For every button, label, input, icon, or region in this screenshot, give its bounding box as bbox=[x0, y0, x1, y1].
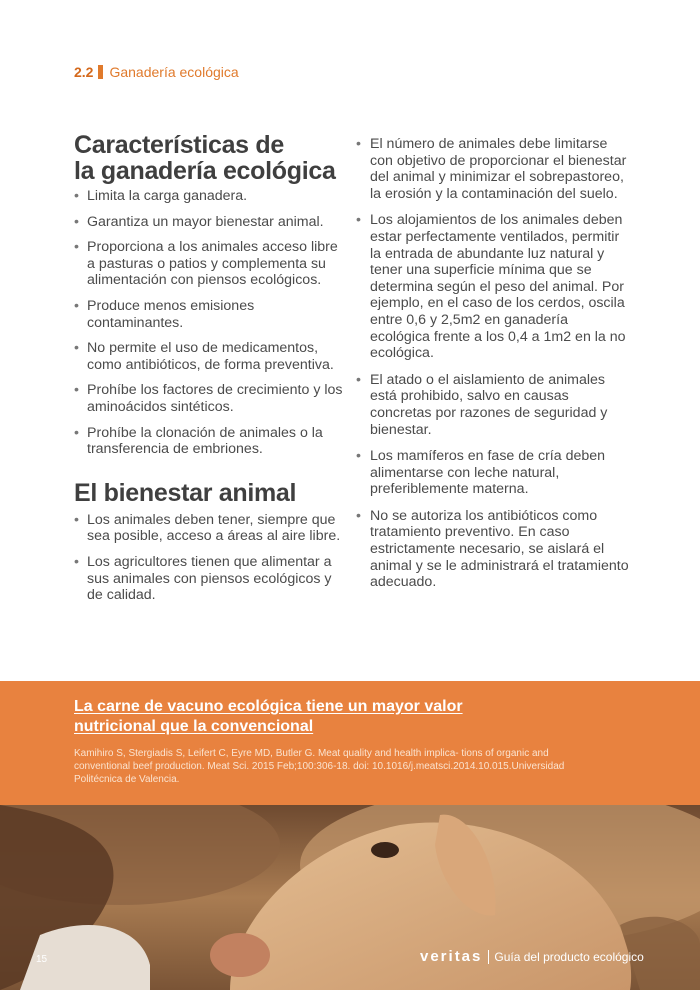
page-number: 15 bbox=[36, 954, 48, 965]
banner-headline[interactable]: La carne de vacuno ecológica tiene un mayor valor nutricional que la convencional bbox=[74, 698, 463, 735]
section-title: Ganadería ecológica bbox=[109, 64, 239, 80]
list-item: • Prohíbe los factores de crecimiento y los aminoácidos sintéticos. bbox=[74, 382, 344, 415]
footer-separator bbox=[488, 950, 489, 964]
left-column bbox=[74, 132, 344, 613]
list-item: • No permite el uso de medicamentos, como antibióticos, de forma preventiva. bbox=[74, 340, 344, 373]
list-item: • Limita la carga ganadera. bbox=[74, 188, 344, 205]
welfare-list bbox=[74, 512, 344, 604]
list-item: • Los mamíferos en fase de cría deben alimentarse con leche natural, preferiblemente materna. bbox=[356, 448, 631, 498]
list-item: • Prohíbe la clonación de animales o la transferencia de embriones. bbox=[74, 425, 344, 458]
list-item: • El número de animales debe limitarse con objetivo de proporcionar el bienestar del animal y minimizar el sobrepastoreo, la erosión y la contaminación del suelo. bbox=[356, 136, 631, 202]
list-item: • Los agricultores tienen que alimentar a sus animales con piensos ecológicos y de calidad. bbox=[74, 554, 344, 604]
veritas-logo: veritas bbox=[420, 948, 483, 965]
list-item: • Garantiza un mayor bienestar animal. bbox=[74, 214, 344, 231]
right-column bbox=[356, 136, 631, 601]
list-item: • Produce menos emisiones contaminantes. bbox=[74, 298, 344, 331]
heading-caracteristicas bbox=[74, 132, 344, 184]
list-item: • Los alojamientos de los animales deben estar perfectamente ventilados, permitir la entrada de abundante luz natural y tener una superficie mínima que se determina según el peso del animal. Por ejemplo, en el caso de los cerdos, oscila entre 0,6 y 2,5m2 en ganadería ecológica frente a los 0,4 a 1m2 en la no ecológica. bbox=[356, 212, 631, 361]
characteristics-list bbox=[74, 188, 344, 458]
list-item: • El atado o el aislamiento de animales está prohibido, salvo en causas concretas por razones de seguridad y bienestar. bbox=[356, 372, 631, 438]
footer-brand bbox=[420, 948, 644, 965]
footer-tagline: Guía del producto ecológico bbox=[494, 949, 644, 964]
list-item: • Los animales deben tener, siempre que sea posible, acceso a áreas al aire libre. bbox=[74, 512, 344, 545]
section-number: 2.2 bbox=[74, 64, 94, 80]
heading-line-2: la ganadería ecológica bbox=[74, 157, 336, 185]
highlight-banner bbox=[0, 681, 700, 805]
list-item: • No se autoriza los antibióticos como tratamiento preventivo. En caso estrictamente necesario, se aislará el animal y se le administrará el tratamiento adecuado. bbox=[356, 508, 631, 591]
section-marker bbox=[98, 65, 103, 79]
banner-citation: Kamihiro S, Stergiadis S, Leifert C, Eyre MD, Butler G. Meat quality and health implica- tions of organic and conventional beef production. Meat Sci. 2015 Feb;100:306-18. doi: 10.1016/j.meatsci.2014.10.015.Universidad Politécnica de Valencia. bbox=[74, 748, 565, 785]
welfare-rules-list bbox=[356, 136, 631, 591]
section-header bbox=[74, 64, 239, 80]
heading-bienestar: El bienestar animal bbox=[74, 478, 297, 507]
list-item: • Proporciona a los animales acceso libre a pasturas o patios y complementa su alimentación con piensos ecológicos. bbox=[74, 239, 344, 289]
heading-line-1: Características de bbox=[74, 131, 285, 159]
